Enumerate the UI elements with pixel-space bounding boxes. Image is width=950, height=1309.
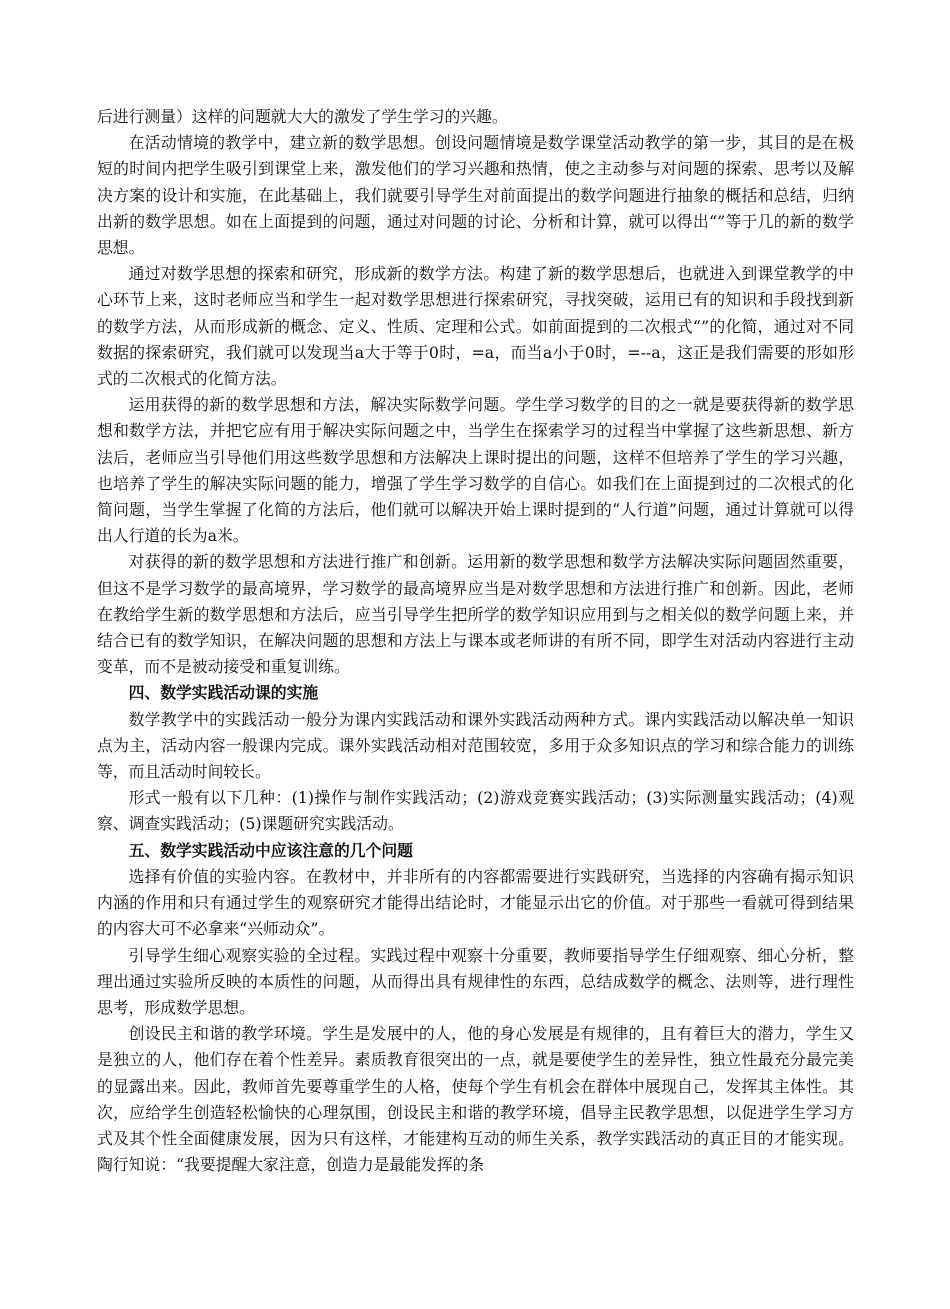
paragraph-2: 在活动情境的教学中，建立新的数学思想。创设问题情境是数学课堂活动教学的第一步，其目的是在极短的时间内把学生吸引到课堂上来，激发他们的学习兴趣和热情，使之主动参与对问题的探索、思考以及解决方案的设计和实施，在此基础上，我们就要引导学生对前面提出的数学问题进行抽象的概括和总结，归纳出新的数学思想。如在上面提到的问题，通过对问题的讨论、分析和计算，就可以得出“”等于几的新的数学思想。 [97, 133, 854, 258]
paragraph-6: 数学教学中的实践活动一般分为课内实践活动和课外实践活动两种方式。课内实践活动以解决单一知识点为主，活动内容一般课内完成。课外实践活动相对范围较宽，多用于众多知识点的学习和综合能力的训练等，而且活动时间较长。 [97, 709, 854, 782]
paragraph-10: 创设民主和谐的教学环境。学生是发展中的人，他的身心发展是有规律的，且有着巨大的潜力，学生又是独立的人，他们存在着个性差异。素质教育很突出的一点，就是要使学生的差异性，独立性最充分最完美的显露出来。因此，教师首先要尊重学生的人格，使每个学生有机会在群体中展现自己，发挥其主体性。其次，应给学生创造轻松愉快的心理氛围，创设民主和谐的教学环境，倡导主民教学思想，以促进学生学习方式及其个性全面健康发展，因为只有这样，才能建构互动的师生关系，教学实践活动的真正目的才能实现。陶行知说：“我要提醒大家注意，创造力是最能发挥的条 [97, 1024, 854, 1175]
paragraph-5: 对获得的新的数学思想和方法进行推广和创新。运用新的数学思想和数学方法解决实际问题固然重要，但这不是学习数学的最高境界，学习数学的最高境界应当是对数学思想和方法进行推广和创新。因此，老师在教给学生新的数学思想和方法后，应当引导学生把所学的数学知识应用到与之相关似的数学问题上来，并结合已有的数学知识，在解决问题的思想和方法上与课本或老师讲的有所不同，即学生对活动内容进行主动变革，而不是被动接受和重复训练。 [97, 552, 854, 677]
paragraph-8: 选择有价值的实验内容。在教材中，并非所有的内容都需要进行实践研究，当选择的内容确有揭示知识内涵的作用和只有通过学生的观察研究才能得出结论时，才能显示出它的价值。对于那些一看就可得到结果的内容大可不必拿来“兴师动众”。 [97, 866, 854, 939]
section-heading-4: 四、数学实践活动课的实施 [128, 683, 319, 703]
paragraph-3: 通过对数学思想的探索和研究，形成新的数学方法。构建了新的数学思想后，也就进入到课堂教学的中心环节上来，这时老师应当和学生一起对数学思想进行探索研究，寻找突破，运用已有的知识和手段找到新的数学方法，从而形成新的概念、定义、性质、定理和公式。如前面提到的二次根式“”的化简，通过对不同数据的探索研究，我们就可以发现当a大于等于0时，=a，而当a小于0时，=--a，这正是我们需要的形如形式的二次根式的化简方法。 [97, 264, 854, 389]
paragraph-9: 引导学生细心观察实验的全过程。实践过程中观察十分重要，教师要指导学生仔细观察、细心分析，整理出通过实验所反映的本质性的问题，从而得出具有规律性的东西，总结成数学的概念、法则等，进行理性思考，形成数学思想。 [97, 945, 854, 1017]
paragraph-1: 后进行测量）这样的问题就大大的激发了学生学习的兴趣。 [97, 107, 508, 126]
paragraph-7: 形式一般有以下几种：(1)操作与制作实践活动；(2)游戏竞赛实践活动；(3)实际测量实践活动；(4)观察、调查实践活动；(5)课题研究实践活动。 [97, 788, 854, 834]
paragraph-4: 运用获得的新的数学思想和方法，解决实际数学问题。学生学习数学的目的之一就是要获得新的数学思想和数学方法，并把它应有用于解决实际问题之中，当学生在探索学习的过程当中掌握了这些新思想、新方法后，老师应当引导他们用这些数学思想和方法解决上课时提出的问题，这样不但培养了学生的学习兴趣，也培养了学生的解决实际问题的能力，增强了学生学习数学的自信心。如我们在上面提到过的二次根式的化简问题，当学生掌握了化简的方法后，他们就可以解决开始上课时提到的“人行道”问题，通过计算就可以得出人行道的长为a米。 [97, 395, 854, 546]
section-heading-5: 五、数学实践活动中应该注意的几个问题 [128, 840, 413, 860]
